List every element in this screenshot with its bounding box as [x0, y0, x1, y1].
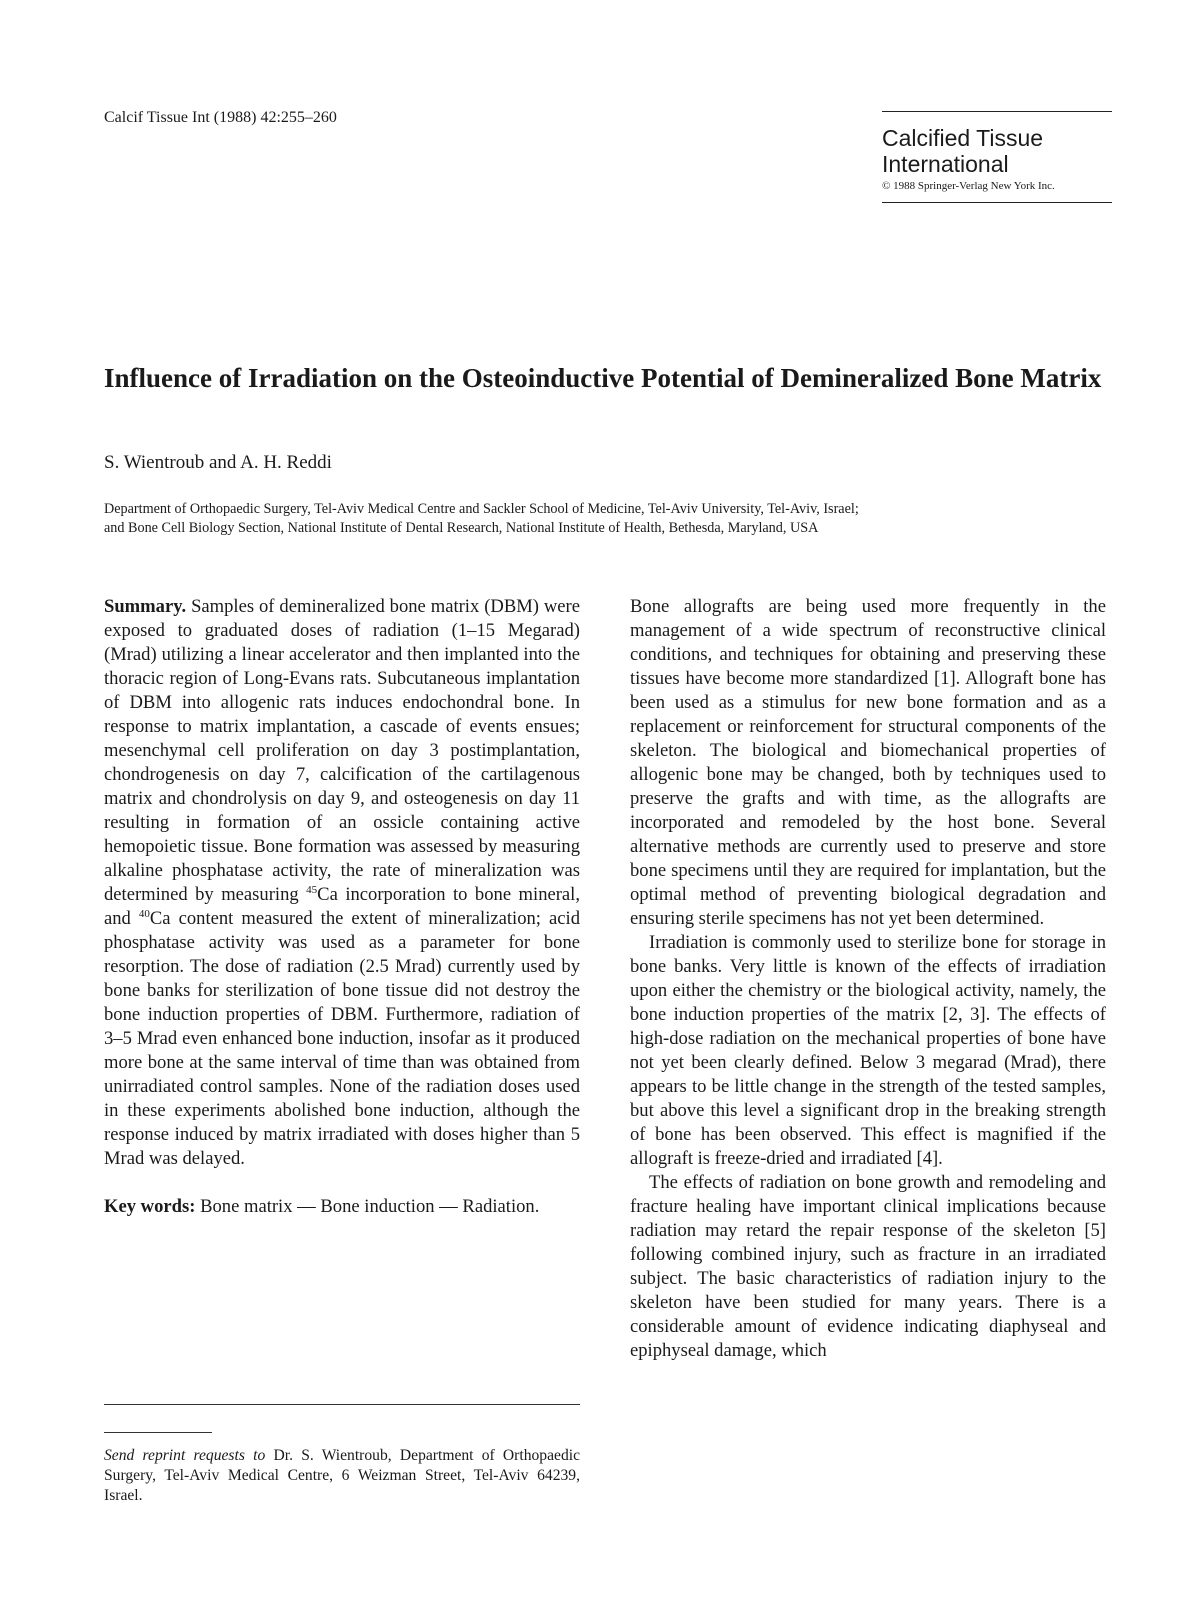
summary-text-3: Ca content measured the extent of mineralization; acid phosphatase activity was used as a parameter for bone resorption. The dose of radiation (2.5 Mrad) currently used by bone banks for sterilization of bone tissue did not destroy the bone induction properties of DBM. Furthermore, radiation of 3–5 Mrad even enhanced bone induction, insofar as it produced more bone at the same interval of time than was obtained from unirradiated control samples. None of the radiation doses used in these experiments abolished bone induction, although the response induced by matrix irradiated with doses higher than 5 Mrad was delayed. [104, 908, 580, 1169]
article-title: Influence of Irradiation on the Osteoinductive Potential of Demineralized Bone Matrix [104, 363, 1102, 393]
journal-masthead [882, 111, 1112, 203]
copyright: © 1988 Springer-Verlag New York Inc. [882, 180, 1055, 192]
body-paragraph: Irradiation is commonly used to sterilize bone for storage in bone banks. Very little is known of the effects of irradiation upon either the chemistry or the biological activity, namely, the bone induction properties of the matrix [2, 3]. The effects of high-dose radiation on the mechanical properties of bone have not yet been clearly defined. Below 3 megarad (Mrad), there appears to be little change in the strength of the tested samples, but above this level a significant drop in the breaking strength of bone has been observed. This effect is magnified if the allograft is freeze-dried and irradiated [4]. [630, 932, 1106, 1169]
footnote [104, 1446, 580, 1506]
footnote-lead: Send reprint requests to [104, 1447, 266, 1464]
citation: Calcif Tissue Int (1988) 42:255–260 [104, 109, 337, 126]
footnote-rule [104, 1432, 212, 1433]
journal-name-line1: Calcified Tissue [882, 125, 1044, 151]
affiliation [104, 500, 1114, 538]
affiliation-line1: Department of Orthopaedic Surgery, Tel-Aviv Medical Centre and Sackler School of Medicine, Tel-Aviv University, Tel-Aviv, Israel; [104, 501, 859, 517]
summary-paragraph [104, 595, 580, 1171]
journal-name [882, 125, 1112, 177]
footnote-text: Dr. S. Wientroub, Department of Orthopaedic Surgery, Tel-Aviv Medical Centre, 6 Weizman Street, Tel-Aviv 64239, Israel. [104, 1447, 580, 1504]
keywords-text: Bone matrix — Bone induction — Radiation. [200, 1196, 540, 1217]
masthead-bottom-rule [882, 202, 1112, 203]
keywords-label: Key words: [104, 1196, 196, 1217]
footnote-divider [104, 1404, 580, 1405]
summary-label: Summary. [104, 596, 187, 617]
keywords-paragraph [104, 1195, 580, 1219]
right-column [630, 595, 1106, 1363]
summary-text-1: Samples of demineralized bone matrix (DBM) were exposed to graduated doses of radiation (1–15 Megarad) (Mrad) utilizing a linear accelerator and then implanted into the thoracic region of Long-Evans rats. Subcutaneous implantation of DBM into allogenic rats induces endochondral bone. In response to matrix implantation, a cascade of events ensues; mesenchymal cell proliferation on day 3 postimplantation, chondrogenesis on day 7, calcification of the cartilagenous matrix and chondrolysis on day 9, and osteogenesis on day 11 resulting in formation of an ossicle containing active hemopoietic tissue. Bone formation was assessed by measuring alkaline phosphatase activity, the rate of mineralization was determined by measuring [104, 596, 580, 905]
superscript-45: 45 [306, 883, 318, 896]
journal-name-line2: International [882, 151, 1009, 177]
superscript-40: 40 [138, 907, 150, 920]
affiliation-line2: and Bone Cell Biology Section, National Institute of Dental Research, National Institute of Health, Bethesda, Maryland, USA [104, 520, 819, 536]
left-column [104, 595, 580, 1219]
body-paragraph: Bone allografts are being used more frequently in the management of a wide spectrum of reconstructive clinical conditions, and techniques for obtaining and preserving these tissues have become more standardized [1]. Allograft bone has been used as a stimulus for new bone formation and as a replacement or reinforcement for structural components of the skeleton. The biological and biomechanical properties of allogenic bone may be changed, both by techniques used to preserve the grafts and with time, as the allografts are incorporated and remodeled by the host bone. Several alternative methods are currently used to preserve and store bone specimens until they are required for implantation, but the optimal method of preventing biological degradation and ensuring sterile specimens has not yet been determined. [630, 596, 1106, 929]
authors: S. Wientroub and A. H. Reddi [104, 452, 332, 473]
masthead-top-rule [882, 111, 1112, 112]
summary-text-2: Ca incorporation to bone mineral, and [104, 884, 580, 929]
body-paragraph: The effects of radiation on bone growth and remodeling and fracture healing have important clinical implications because radiation may retard the repair response of the skeleton [5] following combined injury, such as fracture in an irradiated subject. The basic characteristics of radiation injury to the skeleton have been studied for many years. There is a considerable amount of evidence indicating diaphyseal and epiphyseal damage, which [630, 1172, 1106, 1361]
